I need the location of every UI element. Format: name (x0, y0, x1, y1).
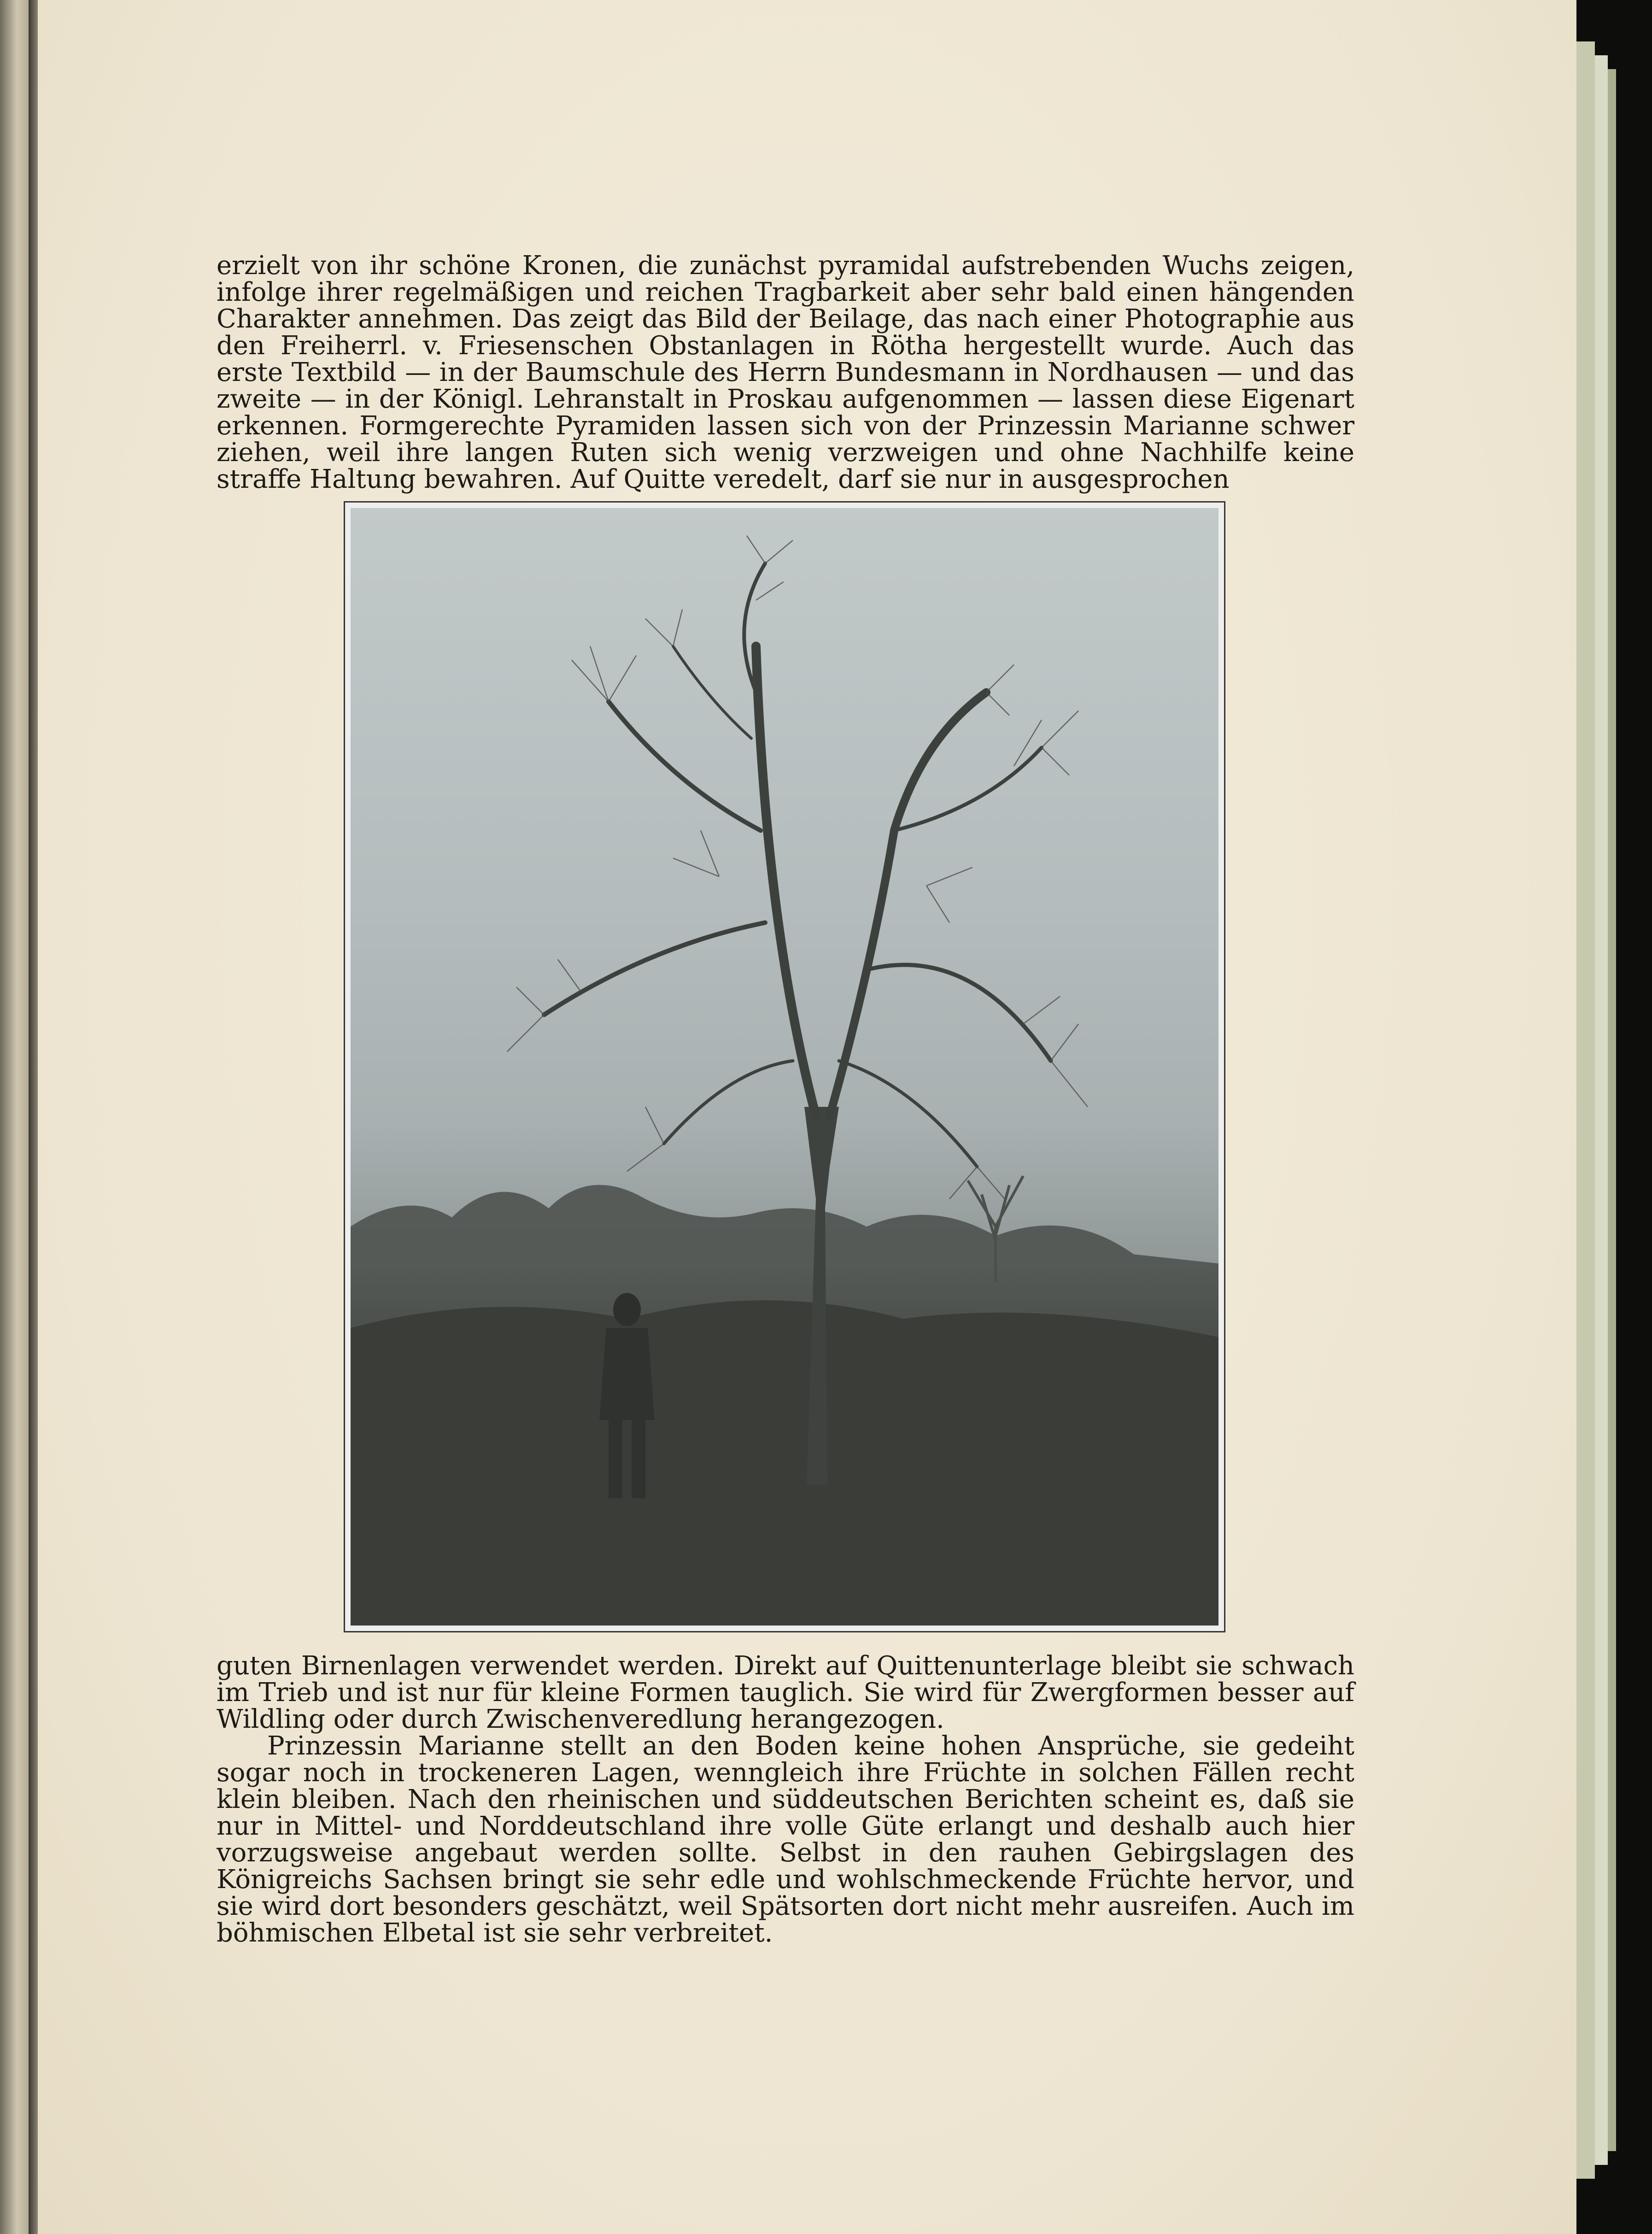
book-gutter (29, 0, 38, 2234)
tree-photograph (351, 508, 1218, 1626)
tree-twigs (507, 536, 1088, 1199)
page-stack-edge (1608, 69, 1616, 2151)
page-stack-edge (1595, 55, 1608, 2165)
tree-branches (544, 563, 1051, 1167)
ground (351, 1300, 1218, 1626)
left-facing-page-edge (0, 0, 29, 2234)
tree-illustration (351, 508, 1218, 1626)
bottom-paragraph-2: Prinzessin Marianne stellt an den Boden keine hohen Ansprüche, sie gedeiht sogar noch in trockeneren Lagen, wenngleich ihre Früchte in solchen Fällen recht klein bleiben. Nach den rheinischen und süddeutschen Berichten scheint es, daß sie nur in Mittel- und Norddeutschland ihre volle Güte erlangt und deshalb auch hier vorzugsweise angebaut werden sollte. Selbst in den rauhen Gebirgslagen des Königreichs Sachsen bringt sie sehr edle und wohlschmeckende Früchte hervor, und sie wird dort besonders geschätzt, weil Spätsorten dort nicht mehr ausreifen. Auch im böhmischen Elbetal ist sie sehr verbreitet. (217, 1731, 1354, 1948)
page-stack-edge (1576, 41, 1595, 2179)
tree-photograph-figure (344, 501, 1225, 1632)
top-paragraph: erzielt von ihr schöne Kronen, die zunächst pyramidal aufstrebenden Wuchs zeigen, infolge ihrer regelmäßigen und reichen Tragbarkeit aber sehr bald einen hängenden Charakter annehmen. Das zeigt das Bild der Beilage, das nach einer Photographie aus den Freiherrl. v. Friesenschen Obstanlagen in Rötha hergestellt wurde. Auch das erste Textbild — in der Baumschule des Herrn Bundesmann in Nordhausen — und das zweite — in der Königl. Lehranstalt in Proskau aufgenommen — lassen diese Eigenart erkennen. Formgerechte Pyramiden lassen sich von der Prinzessin Marianne schwer ziehen, weil ihre langen Ruten sich wenig verzweigen und ohne Nachhilfe keine straffe Haltung bewahren. Auf Quitte veredelt, darf sie nur in ausgesprochen (217, 251, 1354, 494)
bottom-text-block (217, 1653, 1354, 1947)
bottom-paragraph-1: guten Birnenlagen verwendet werden. Direkt auf Quittenunterlage bleibt sie schwach im Trieb und ist nur für kleine Formen tauglich. Sie wird für Zwergformen besser auf Wildling oder durch Zwischenveredlung herangezogen. (217, 1651, 1354, 1734)
top-text-block (217, 252, 1354, 493)
